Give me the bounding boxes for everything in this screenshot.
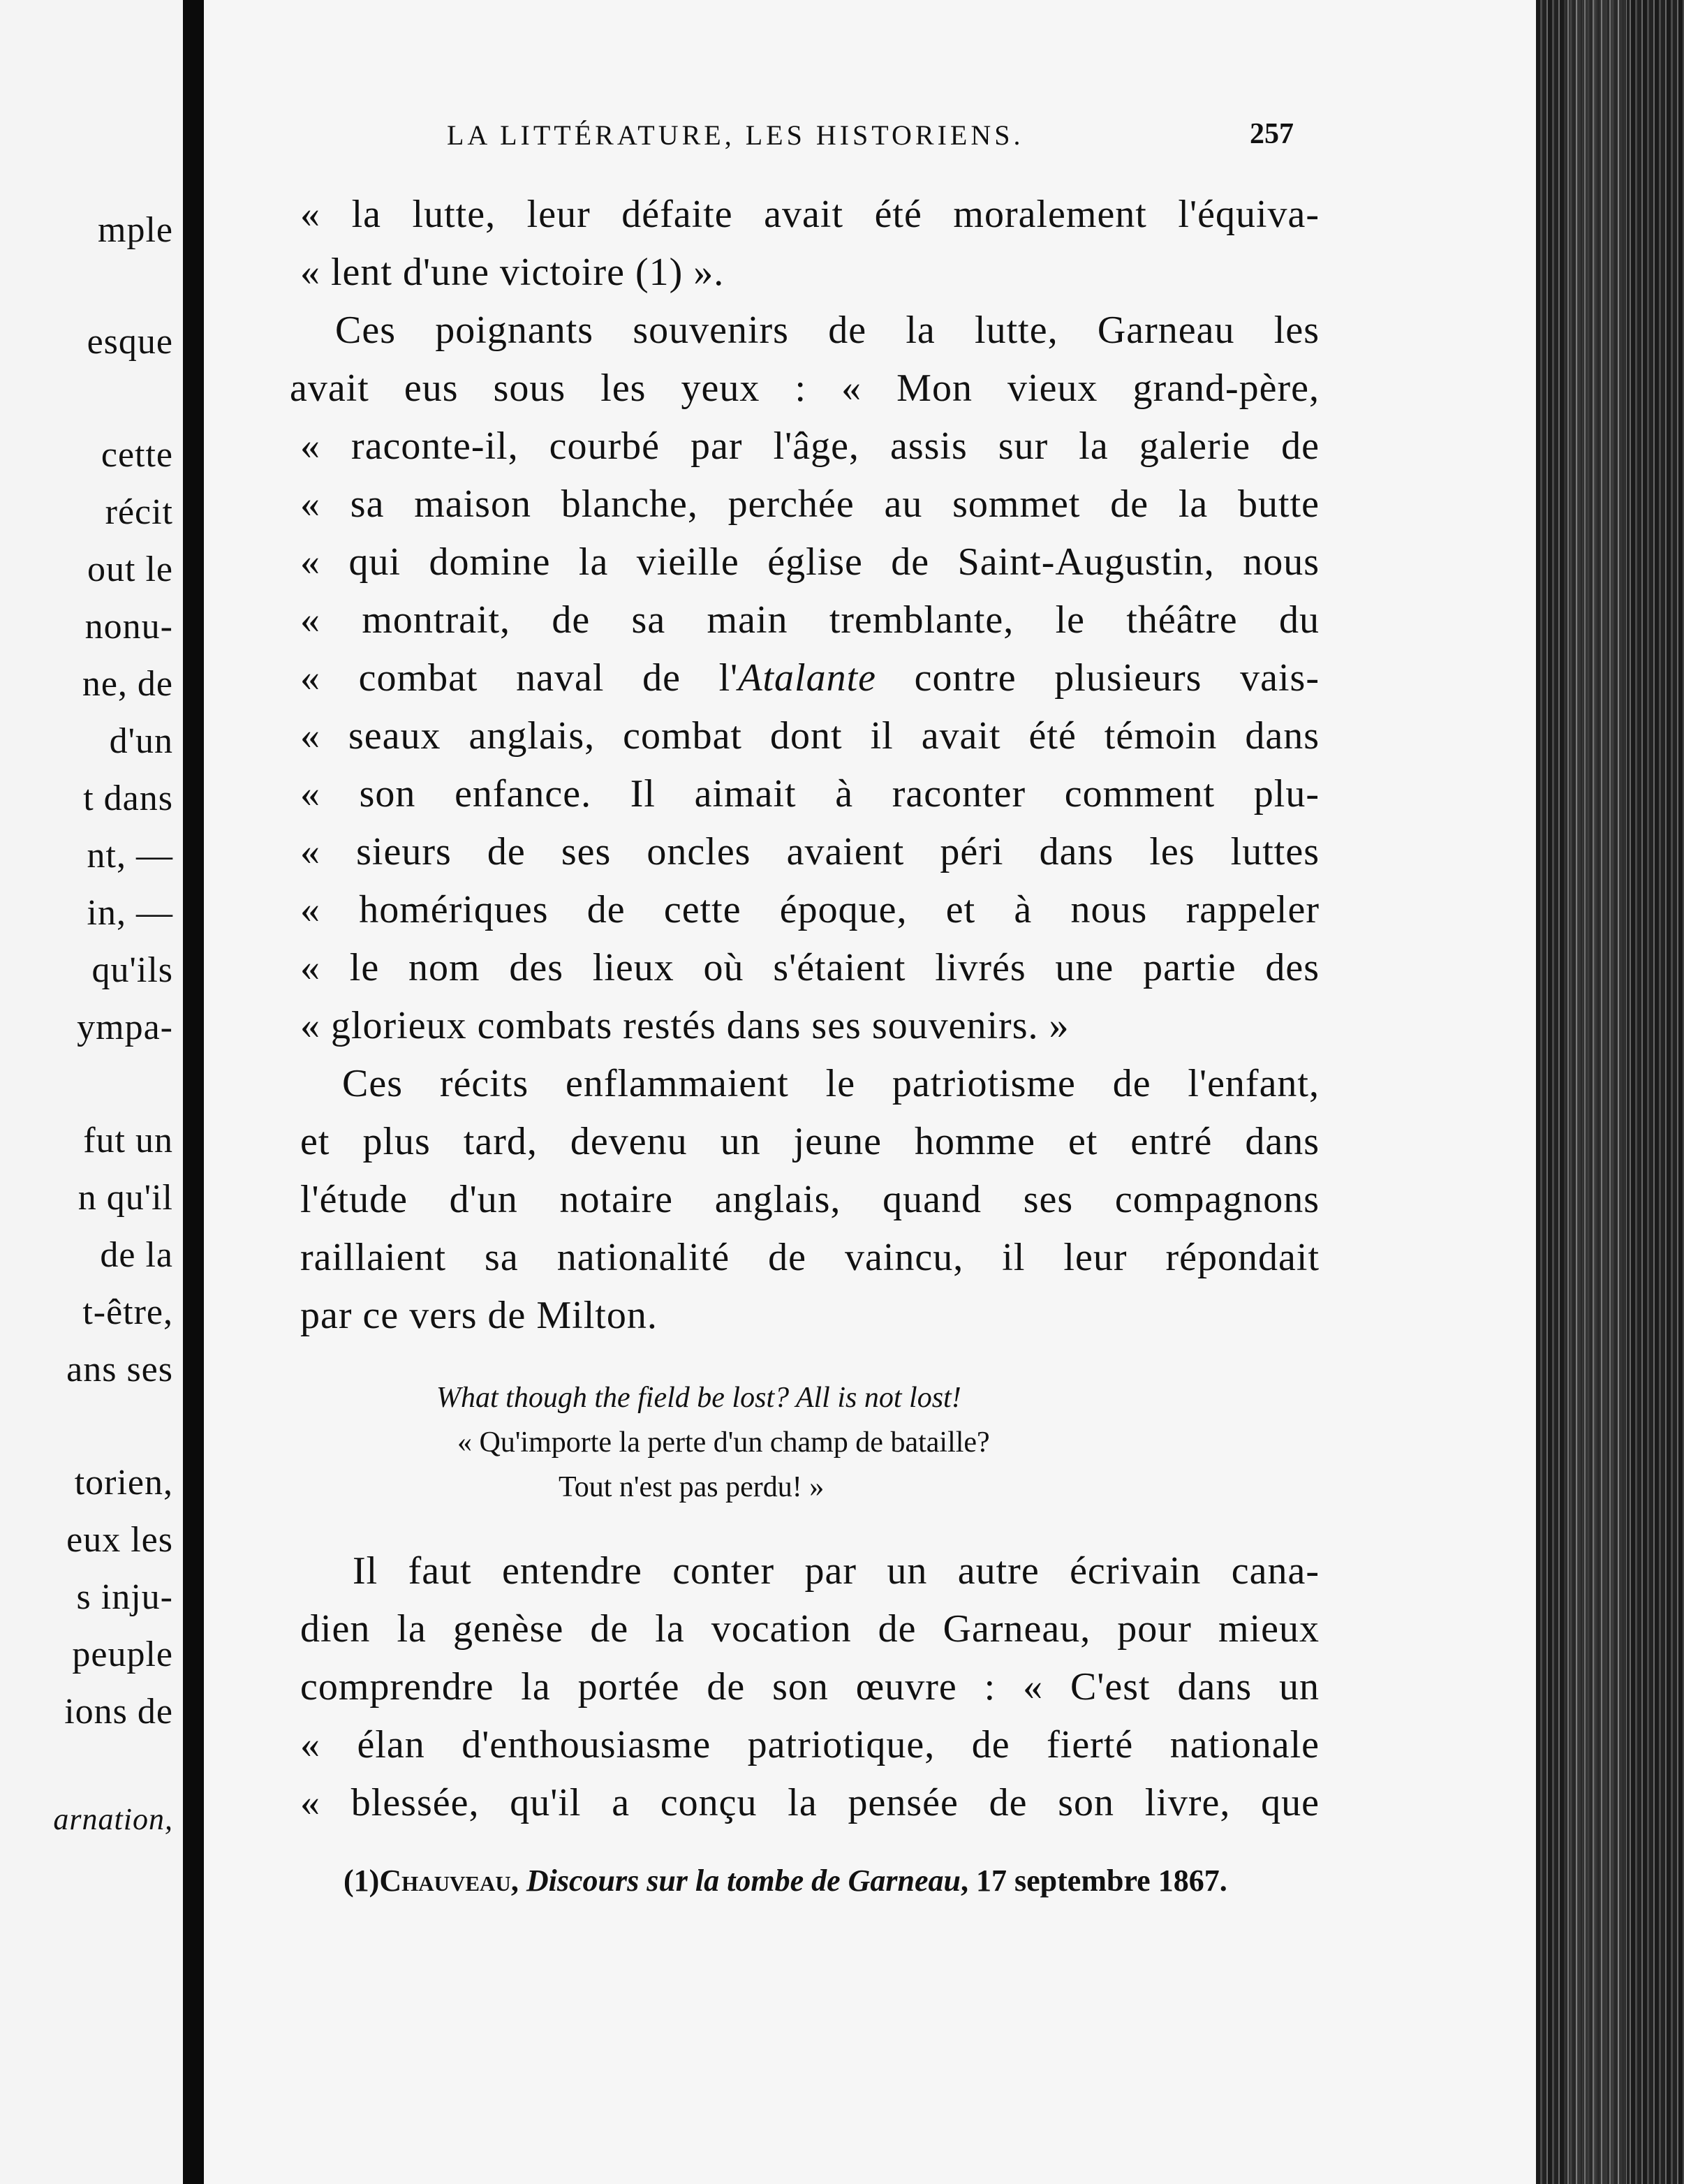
body-line: « homériques de cette époque, et à nous rappeler (300, 888, 1320, 931)
left-page-line: ions de (64, 1692, 173, 1732)
body-line: « sa maison blanche, perchée au sommet de la butte (300, 482, 1320, 526)
body-line: par ce vers de Milton. (300, 1294, 658, 1337)
left-page-line: fut un (83, 1121, 173, 1160)
book-gutter (183, 0, 204, 2184)
left-page-line: ympa- (77, 1008, 173, 1047)
body-line: avait eus sous les yeux : « Mon vieux grand-père, (290, 367, 1320, 410)
left-page-line: de la (100, 1235, 173, 1275)
body-line: Ces poignants souvenirs de la lutte, Garneau les (335, 309, 1320, 352)
body-line: « glorieux combats restés dans ses souvenirs. » (300, 1004, 1070, 1047)
body-line: dien la genèse de la vocation de Garneau, pour mieux (300, 1607, 1320, 1651)
running-header: LA LITTÉRATURE, LES HISTORIENS. (447, 119, 1024, 151)
verse-french-1: « Qu'importe la perte d'un champ de bataille? (457, 1426, 990, 1459)
footnote: (1)Chauveau, Discours sur la tombe de Garneau, 17 septembre 1867. (344, 1864, 1227, 1898)
left-page-line: nonu- (84, 607, 173, 647)
left-page-line: n qu'il (77, 1178, 173, 1218)
body-line: « blessée, qu'il a conçu la pensée de son livre, que (300, 1781, 1320, 1824)
body-line: « seaux anglais, combat dont il avait été témoin dans (300, 714, 1320, 758)
left-page-line: eux les (66, 1520, 173, 1560)
body-line: Il faut entendre conter par un autre écrivain cana- (353, 1549, 1320, 1593)
body-line-atalante (300, 656, 1320, 700)
footnote-title: Discours sur la tombe de Garneau (526, 1864, 961, 1898)
left-page-line: torien, (74, 1463, 173, 1503)
left-page-note: arnation, (53, 1802, 173, 1836)
left-page-line: in, — (87, 893, 173, 933)
left-page-line: t dans (83, 779, 173, 818)
body-line: « son enfance. Il aimait à raconter comment plu- (300, 772, 1320, 816)
body-line: et plus tard, devenu un jeune homme et entré dans (300, 1120, 1320, 1163)
left-page-line: s inju- (76, 1577, 173, 1617)
ship-name: Atalante (738, 656, 877, 700)
body-text: « combat naval de l' (300, 656, 739, 700)
page-edges-highlight (1564, 0, 1627, 2184)
body-line: raillaient sa nationalité de vaincu, il leur répondait (300, 1236, 1320, 1279)
left-page-line: out le (87, 549, 173, 589)
left-page-fragment (0, 0, 183, 2184)
left-page-line: récit (105, 492, 173, 532)
body-line: « la lutte, leur défaite avait été moralement l'équiva- (300, 193, 1320, 236)
left-page-line: ans ses (66, 1350, 173, 1389)
body-line: l'étude d'un notaire anglais, quand ses compagnons (300, 1178, 1320, 1221)
body-line: Ces récits enflammaient le patriotisme de l'enfant, (342, 1062, 1320, 1105)
footnote-author: Chauveau (379, 1864, 511, 1898)
left-page-line: d'un (109, 721, 173, 761)
footnote-marker: (1) (344, 1864, 380, 1898)
left-page-line: mple (98, 210, 173, 250)
left-page-line: nt, — (87, 836, 173, 876)
verse-french-2: Tout n'est pas perdu! » (559, 1471, 825, 1503)
page-number: 257 (1250, 118, 1294, 150)
body-line: « lent d'une victoire (1) ». (300, 251, 725, 294)
left-page-line: esque (87, 322, 173, 362)
body-line: « montrait, de sa main tremblante, le théâtre du (300, 598, 1320, 642)
left-page-line: peuple (72, 1635, 173, 1674)
body-line: « le nom des lieux où s'étaient livrés une partie des (300, 946, 1320, 989)
body-line: comprendre la portée de son œuvre : « C'est dans un (300, 1665, 1320, 1709)
body-text: contre plusieurs vais- (876, 656, 1320, 700)
left-page-line: t-être, (82, 1292, 173, 1332)
left-page-line: cette (101, 435, 173, 475)
body-line: « qui domine la vieille église de Saint-Augustin, nous (300, 540, 1320, 584)
left-page-line: qu'ils (91, 950, 173, 990)
footnote-date: 17 septembre 1867. (976, 1864, 1227, 1898)
left-page-line: ne, de (82, 664, 173, 704)
body-line: « raconte-il, courbé par l'âge, assis sur la galerie de (300, 425, 1320, 468)
body-line: « élan d'enthousiasme patriotique, de fierté nationale (300, 1723, 1320, 1766)
verse-english: What though the field be lost? All is not lost! (436, 1382, 961, 1414)
body-line: « sieurs de ses oncles avaient péri dans les luttes (300, 830, 1320, 873)
